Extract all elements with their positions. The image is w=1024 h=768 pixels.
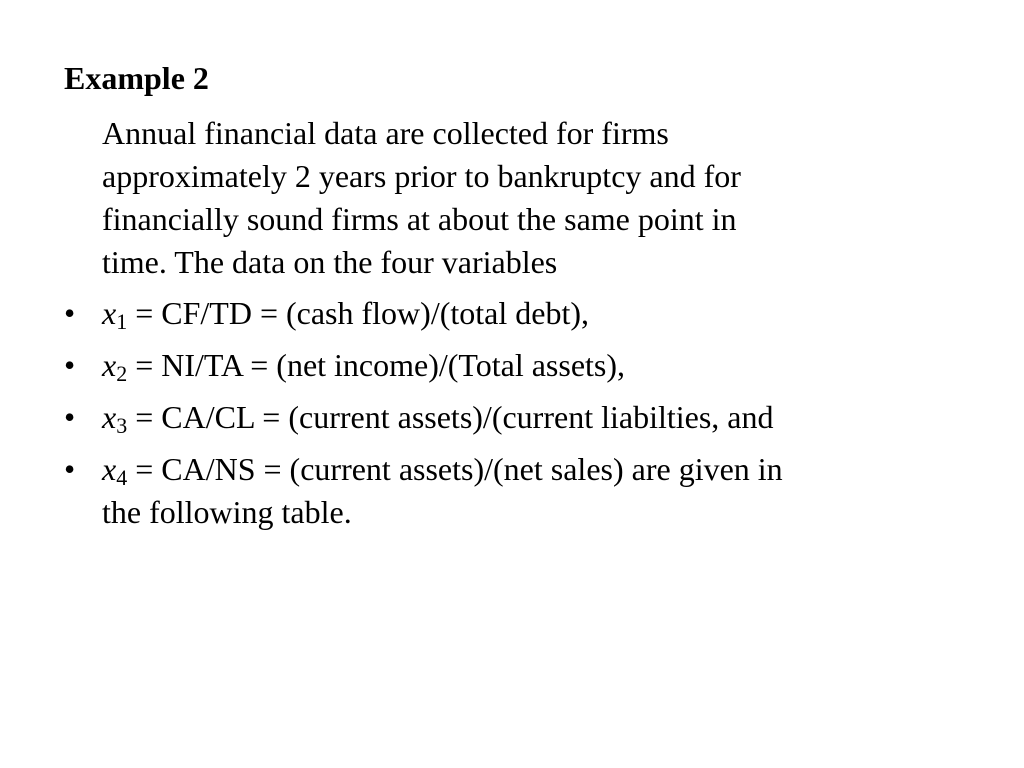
variable-symbol: x <box>102 295 117 331</box>
list-item-x3 <box>64 396 964 439</box>
list-item-x1 <box>64 292 964 335</box>
bullet-icon: • <box>64 347 76 383</box>
intro-line: Annual financial data are collected for firms <box>102 115 669 151</box>
variable-symbol: x <box>102 451 117 487</box>
list-item-x4 <box>64 448 964 534</box>
variable-definition: = CA/NS = (current assets)/(net sales) are given in <box>127 451 783 487</box>
intro-line: time. The data on the four variables <box>102 244 558 280</box>
bullet-icon: • <box>64 295 76 331</box>
bullet-icon: • <box>64 399 76 435</box>
list-item-x2 <box>64 344 964 387</box>
variable-subscript: 2 <box>116 361 128 386</box>
list-item-text <box>102 344 964 387</box>
intro-paragraph <box>102 112 942 284</box>
slide-title: Example 2 <box>64 60 209 96</box>
variable-definition: = CF/TD = (cash flow)/(total debt), <box>127 295 589 331</box>
list-item-text <box>102 396 964 439</box>
list-item-continuation: the following table. <box>102 494 352 530</box>
variable-subscript: 1 <box>116 309 128 334</box>
bullet-icon: • <box>64 451 76 487</box>
intro-line: approximately 2 years prior to bankruptcy and for <box>102 158 741 194</box>
variable-definition: = NI/TA = (net income)/(Total assets), <box>127 347 626 383</box>
variable-definition: = CA/CL = (current assets)/(current liabilties, and <box>127 399 774 435</box>
variable-list <box>64 292 964 543</box>
variable-subscript: 3 <box>116 413 128 438</box>
list-item-text <box>102 448 964 491</box>
variable-subscript: 4 <box>116 465 128 490</box>
variable-symbol: x <box>102 399 117 435</box>
list-item-text <box>102 292 964 335</box>
variable-symbol: x <box>102 347 117 383</box>
intro-line: financially sound firms at about the same point in <box>102 201 737 237</box>
